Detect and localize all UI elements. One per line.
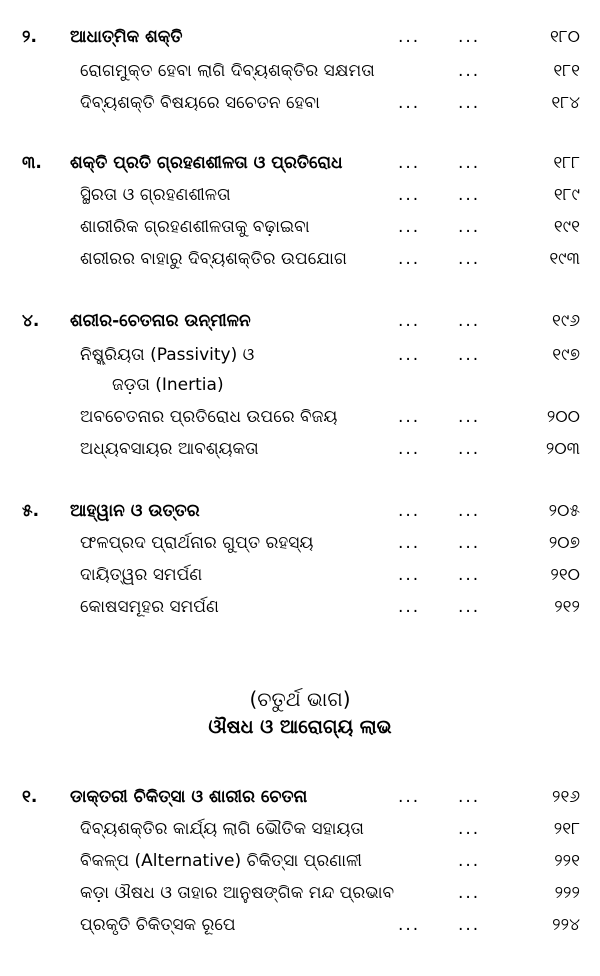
leader-dots: ... [458, 345, 481, 365]
entry-title: ପ୍ରକୃତି ଚିକିତ୍ସକ ରୂପେ [80, 915, 236, 935]
leader-dots: ... [398, 565, 421, 585]
leader-dots: ... [458, 439, 481, 459]
toc-entry[interactable] [0, 244, 600, 274]
leader-dots: ... [458, 217, 481, 237]
page-number: ୨୨୨ [554, 883, 580, 903]
toc-entry[interactable] [0, 878, 600, 908]
leader-dots: ... [458, 249, 481, 269]
toc-section-1[interactable] [0, 782, 600, 812]
leader-dots: ... [398, 787, 421, 807]
section-title: ଆଧାତ୍ମିକ ଶକ୍ତି [70, 27, 183, 47]
leader-dots: ... [458, 185, 481, 205]
entry-title: ଦିବ୍ୟଶକ୍ତି ବିଷୟରେ ସଚେତନ ହେବା [80, 93, 320, 113]
toc-entry[interactable] [0, 402, 600, 432]
leader-dots: ... [458, 565, 481, 585]
page-number: ୨୧୮ [553, 819, 580, 839]
leader-dots: ... [458, 407, 481, 427]
entry-title: ଫଳପ୍ରଦ ପ୍ରାର୍ଥନାର ଗୁପ୍ତ ରହସ୍ୟ [80, 533, 314, 553]
entry-title: କୋଷସମୂହର ସମର୍ପଣ [80, 597, 219, 617]
leader-dots: ... [458, 819, 481, 839]
leader-dots: ... [398, 311, 421, 331]
leader-dots: ... [458, 787, 481, 807]
entry-title: ଦାୟିତ୍ୱର ସମର୍ପଣ [80, 565, 203, 585]
toc-entry[interactable] [0, 814, 600, 844]
section-number: ୫. [22, 501, 40, 521]
section-number: ୪. [22, 311, 40, 331]
page-number: ୧୮୦ [549, 27, 580, 47]
toc-entry[interactable] [0, 180, 600, 210]
leader-dots: ... [398, 597, 421, 617]
entry-title: ରୋଗମୁକ୍ତ ହେବା ଲାଗି ଦିବ୍ୟଶକ୍ତିର ସକ୍ଷମତା [80, 61, 375, 81]
toc-entry[interactable] [0, 434, 600, 464]
page-number: ୨୨୧ [554, 851, 580, 871]
part-title: ଔଷଧ ଓ ଆରୋଗ୍ୟ ଲାଭ [208, 716, 392, 738]
page-number: ୧୯୩ [549, 249, 580, 269]
leader-dots: ... [458, 61, 481, 81]
toc-entry[interactable] [0, 910, 600, 940]
toc-entry[interactable] [0, 528, 600, 558]
toc-entry[interactable] [0, 592, 600, 622]
page-number: ୧୮୪ [551, 93, 580, 113]
leader-dots: ... [458, 501, 481, 521]
entry-title: ଦିବ୍ୟଶକ୍ତିର କାର୍ଯ୍ୟ ଲାଗି ଭୌତିକ ସହାୟତା [80, 819, 364, 839]
page-number: ୧୮୮ [553, 153, 580, 173]
section-title: ଡାକ୍ତରୀ ଚିକିତ୍ସା ଓ ଶାରୀର ଚେତନା [70, 787, 308, 807]
leader-dots: ... [458, 27, 481, 47]
leader-dots: ... [458, 533, 481, 553]
section-title: ଶରୀର-ଚେତନାର ଉନ୍ମୀଳନ [70, 311, 251, 331]
page-number: ୧୯୭ [552, 345, 580, 365]
section-title: ଆହ୍ୱାନ ଓ ଉତ୍ତର [70, 501, 200, 521]
entry-title: ଶରୀରର ବାହାରୁ ଦିବ୍ୟଶକ୍ତିର ଉପଯୋଗ [80, 249, 347, 269]
page-number: ୧୯୧ [553, 217, 580, 237]
toc-entry[interactable] [0, 212, 600, 242]
page-number: ୨୦୦ [546, 407, 580, 427]
page-number: ୨୦୫ [548, 501, 580, 521]
section-number: ୧. [22, 787, 38, 807]
toc-section-4[interactable] [0, 306, 600, 336]
page-number: ୨୧୦ [550, 565, 580, 585]
toc-section-3[interactable] [0, 148, 600, 178]
toc-entry-continuation [0, 370, 600, 400]
leader-dots: ... [458, 597, 481, 617]
leader-dots: ... [458, 915, 481, 935]
page-number: ୧୯୬ [552, 311, 580, 331]
leader-dots: ... [398, 27, 421, 47]
section-title: ଶକ୍ତି ପ୍ରତି ଗ୍ରହଣଶୀଳତା ଓ ପ୍ରତିରୋଧ [70, 153, 343, 173]
toc-section-5[interactable] [0, 496, 600, 526]
entry-title: ଅଧ୍ୟବସାୟର ଆବଶ୍ୟକତା [80, 439, 259, 459]
leader-dots: ... [458, 93, 481, 113]
page-number: ୨୧୨ [554, 597, 580, 617]
toc-entry[interactable] [0, 560, 600, 590]
entry-title: ସ୍ଥିରତା ଓ ଗ୍ରହଣଶୀଳତା [80, 185, 231, 205]
leader-dots: ... [458, 311, 481, 331]
leader-dots: ... [458, 883, 481, 903]
leader-dots: ... [398, 533, 421, 553]
section-number: ୨. [22, 27, 37, 47]
leader-dots: ... [398, 249, 421, 269]
toc-entry[interactable] [0, 340, 600, 370]
leader-dots: ... [398, 93, 421, 113]
toc-entry[interactable] [0, 846, 600, 876]
leader-dots: ... [398, 915, 421, 935]
leader-dots: ... [398, 501, 421, 521]
leader-dots: ... [458, 851, 481, 871]
entry-title: ନିଷ୍କ୍ରିୟତା (Passivity) ଓ [80, 345, 255, 365]
leader-dots: ... [398, 217, 421, 237]
page-number: ୨୦୭ [548, 533, 580, 553]
leader-dots: ... [398, 185, 421, 205]
toc-entry[interactable] [0, 88, 600, 118]
page-number: ୧୮୧ [553, 61, 580, 81]
leader-dots: ... [398, 345, 421, 365]
leader-dots: ... [398, 407, 421, 427]
toc-section-2[interactable] [0, 22, 600, 52]
page-number: ୨୧୬ [552, 787, 580, 807]
page-number: ୨୦୩ [545, 439, 580, 459]
leader-dots: ... [398, 439, 421, 459]
part-label: (ଚତୁର୍ଥ ଭାଗ) [249, 687, 351, 711]
page-number: ୧୮୯ [553, 185, 580, 205]
leader-dots: ... [398, 153, 421, 173]
entry-title: ବିକଳ୍ପ (Alternative) ଚିକିତ୍ସା ପ୍ରଣାଳୀ [80, 851, 362, 871]
entry-title: କଡ଼ା ଔଷଧ ଓ ତାହାର ଆନୁଷଙ୍ଗିକ ମନ୍ଦ ପ୍ରଭାବ [80, 883, 395, 903]
section-number: ୩. [22, 153, 42, 173]
leader-dots: ... [458, 153, 481, 173]
entry-title: ଜଡ଼ତା (Inertia) [112, 375, 224, 395]
entry-title: ଅବଚେତନାର ପ୍ରତିରୋଧ ଉପରେ ବିଜୟ [80, 407, 338, 427]
toc-entry[interactable] [0, 56, 600, 86]
entry-title: ଶାରୀରିକ ଗ୍ରହଣଶୀଳତାକୁ ବଢ଼ାଇବା [80, 217, 310, 237]
page-number: ୨୨୪ [552, 915, 580, 935]
